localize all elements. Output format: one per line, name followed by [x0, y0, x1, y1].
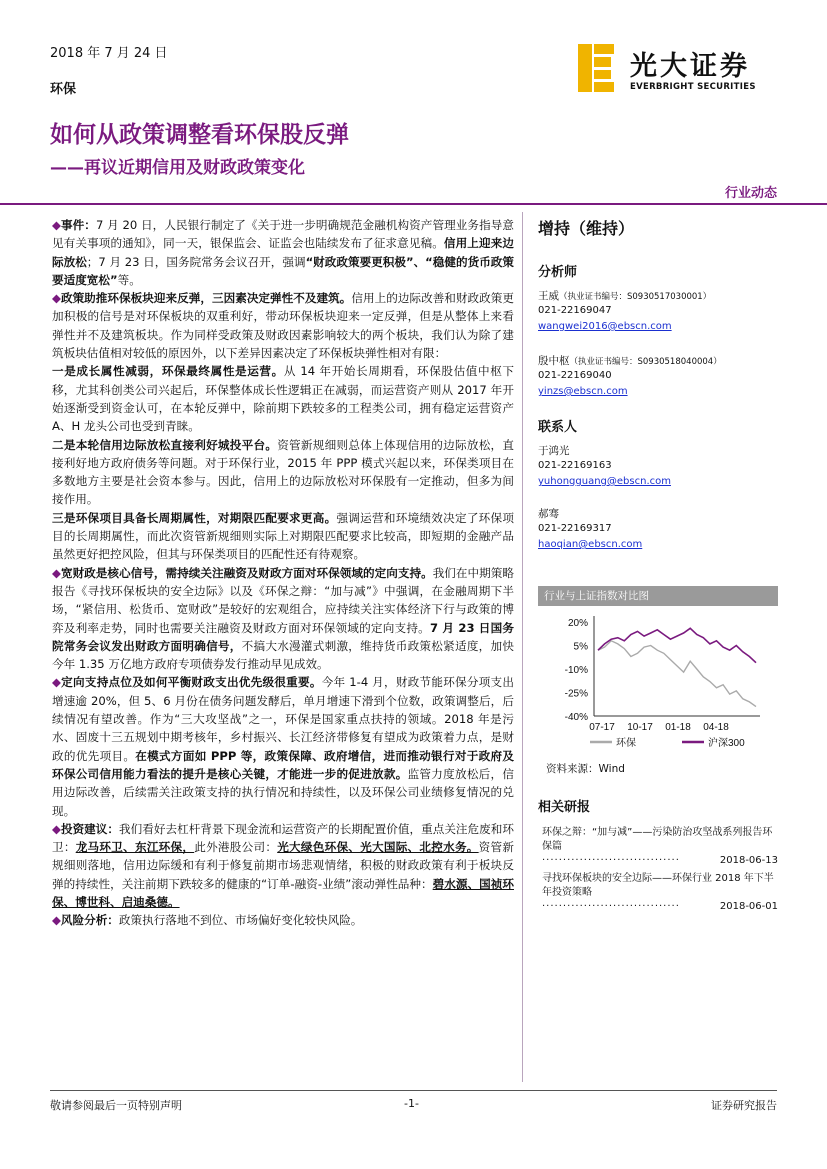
- paragraph-investment: ◆投资建议：我们看好去杠杆背景下现金流和运营资产的长期配置价值，重点关注危废和环卫：龙马环卫、东江环保，此外港股公司：光大绿色环保、光大国际、北控水务。资管新规细则落地，信用边际缓和有利于修复前期市场悲观情绪，积极的财政政策有利于板块反弹的持续性，关注前期下跌较多的健康的“订单-融资-业绩”滚动弹性品种：碧水源、国祯环保、博世科、启迪桑德。: [52, 821, 514, 909]
- report-subtitle: ——再议近期信用及财政政策变化: [50, 158, 305, 178]
- related-reports: [542, 826, 778, 914]
- analyst-name: 王威（执业证书编号：S0930517030001）: [538, 290, 712, 302]
- paragraph-factor-1: 一是成长属性减弱，环保最终属性是运营。从 14 年开始长周期看，环保股估值中枢下移，尤其科创类公司兴起后，环保整体成长性逻辑正在减弱，而运营资产则从 2017 年开始逐渐受到资金认可，在本轮反弹中，除前期下跌较多的工程类公司，拥有稳定运营资产 A、H 龙头公司也受到青睐。: [52, 364, 515, 434]
- related-heading: 相关研报: [538, 800, 591, 815]
- series-line-hs300: [598, 628, 756, 662]
- x-tick-label: 07-17: [589, 722, 615, 733]
- paragraph-event: ◆事件：7 月 20 日，人民银行制定了《关于进一步明确规范金融机构资产管理业务指导意见有关事项的通知》，同一天，银保监会、证监会也陆续发布了征求意见稿。信用上迎来边际放松；7 月 23 日，国务院常务会议召开，强调“财政政策要更积极”、“稳健的货币政策要适度宽松”等。: [52, 218, 514, 287]
- series-line-env: [598, 641, 756, 707]
- x-tick-label: 04-18: [703, 722, 729, 733]
- analyst-name: 殷中枢（执业证书编号：S0930518040004）: [538, 355, 722, 367]
- footer-report-type: 证券研究报告: [711, 1099, 777, 1112]
- contact-name: 郝骞: [538, 508, 559, 520]
- related-report-date-row: ································· 2018-06-01: [542, 901, 778, 912]
- related-report-date-row: ································· 2018-06-13: [542, 855, 778, 866]
- report-title: 如何从政策调整看环保股反弹: [50, 122, 349, 148]
- y-tick-label: -40%: [564, 712, 588, 723]
- legend-label: 沪深300: [708, 738, 745, 749]
- related-report-title[interactable]: 寻找环保板块的安全边际——环保行业 2018 年下半年投资策略: [542, 873, 774, 898]
- contact-email[interactable]: haoqian@ebscn.com: [538, 539, 643, 550]
- report-type: 行业动态: [724, 186, 777, 201]
- contact-phone: 021-22169317: [538, 523, 612, 534]
- paragraph-fiscal: ◆宽财政是核心信号，需持续关注融资及财政方面对环保领域的定向支持。我们在中期策略报告《寻找环保板块的安全边际》以及《环保之辩：“加与减”》中强调，在金融周期下半场，“紧信用、松货币、宽财政”是较好的宏观组合，应持续关注实体经济下行与政策的博弈及利率走势，同时也需要关注融资及财政方面对环保领域的定向支持。7 月 23 日国务院常务会议发出财政方面明确信号，不搞大水漫灌式刺激，维持货币政策松紧适度，加快今年 1.35 万亿地方政府专项债券发行推动早见成效。: [52, 565, 514, 672]
- related-report-title[interactable]: 环保之辩：“加与减”——污染防治攻坚战系列报告环保篇: [542, 827, 773, 852]
- related-report-date: 2018-06-01: [719, 901, 778, 912]
- page-number: -1-: [404, 1097, 419, 1110]
- diamond-bullet-icon: ◆: [52, 218, 61, 232]
- footer-disclaimer[interactable]: 敬请参阅最后一页特别声明: [50, 1099, 182, 1112]
- y-tick-label: -25%: [564, 688, 588, 700]
- company-logo: [578, 44, 778, 100]
- contact-phone: 021-22169163: [538, 460, 612, 471]
- y-tick-label: -10%: [564, 665, 588, 676]
- paragraph-rebound: ◆政策助推环保板块迎来反弹，三因素决定弹性不及建筑。信用上的边际改善和财政政策更加积极的信号是对环保板块的双重利好，带动环保板块迎来一定反弹，但是从整体上来看弹性并不及建筑板块。作为同样受政策及财政因素影响较大的两个板块，我们认为除了建筑板块估值相对较低的原因外，以下差异因素决定了环保板块弹性相对有限：: [52, 291, 514, 361]
- diamond-bullet-icon: ◆: [52, 291, 61, 306]
- paragraph-factor-3: 三是环保项目具备长周期属性，对期限匹配要求更高。强调运营和环境绩效决定了环保项目的长周期属性，而此次资管新规细则实际上对期限匹配要求比较高，即短期的金融产品虽然更好把控风险，但其与环保类项目的匹配性还有待观察。: [52, 510, 514, 562]
- chart-source: 资料来源：Wind: [546, 763, 625, 775]
- footer-divider: [50, 1090, 777, 1091]
- chart-plot: [538, 606, 778, 758]
- analyst-heading: 分析师: [538, 265, 578, 280]
- diamond-bullet-icon: ◆: [52, 913, 61, 928]
- sidebar: [538, 216, 778, 553]
- rating: 增持（维持）: [538, 219, 635, 238]
- logo-text-cn: 光大证券: [630, 51, 750, 82]
- diamond-bullet-icon: ◆: [52, 675, 62, 690]
- column-divider: [522, 212, 523, 1082]
- y-tick-label: 5%: [573, 641, 588, 653]
- analyst-phone: 021-22169047: [538, 305, 612, 316]
- x-tick-label: 10-17: [627, 722, 653, 733]
- contact-name: 于鸿光: [538, 445, 570, 457]
- x-tick-label: 01-18: [665, 722, 691, 733]
- paragraph-factor-2: 二是本轮信用边际放松直接利好城投平台。资管新规细则总体上体现信用的边际放松，直接利好地方政府债务等问题。对于环保行业，2015 年 PPP 模式兴起以来，环保类项目在多数地方主要是社会资本参与。因此，信用上的边际放松对环保股有一定推动，但多为间接作用。: [52, 437, 514, 507]
- diamond-bullet-icon: ◆: [52, 821, 61, 836]
- comparison-chart: [538, 586, 778, 778]
- diamond-bullet-icon: ◆: [52, 565, 61, 580]
- analyst-email[interactable]: wangwei2016@ebscn.com: [538, 321, 672, 332]
- logo-text-en: EVERBRIGHT SECURITIES: [630, 82, 756, 92]
- paragraph-support: ◆定向支持点位及如何平衡财政支出优先级很重要。今年 1-4 月，财政节能环保分项支出增速逾 20%，但 5、6 月份在债务问题发酵后，单月增速下滑到个位数，政策调整后，后续情况有望改善。作为“三大攻坚战”之一，环保是国家重点扶持的领域。2018 年是污水、固废十三五规划中期考核年，乡村振兴、长江经济带修复有望成为政策着力点，是财政的优先项目。在模式方面如 PPP 等，政策保障、政府增信，进而推动银行对于政府及环保公司信用能力看法的提升是核心关键，才能进一步的促进放款。监管力度放松后，信用边际改善，后续需关注政策支持的执行情况和持续性，以及环保公司业绩修复情况的兑现。: [52, 675, 514, 818]
- sector-label: 环保: [50, 82, 77, 97]
- logo-mark-icon: [578, 44, 614, 92]
- main-body: [52, 216, 514, 930]
- analyst-email[interactable]: yinzs@ebscn.com: [538, 386, 628, 397]
- y-tick-label: 20%: [567, 618, 588, 629]
- contact-heading: 联系人: [538, 420, 578, 435]
- header-divider: [0, 203, 827, 205]
- paragraph-risk: ◆风险分析：政策执行落地不到位、市场偏好变化较快风险。: [52, 913, 363, 928]
- legend-label: 环保: [616, 738, 636, 749]
- report-date: 2018 年 7 月 24 日: [50, 46, 168, 61]
- related-report-date: 2018-06-13: [719, 855, 778, 866]
- chart-title: 行业与上证指数对比图: [538, 586, 778, 606]
- contact-email[interactable]: yuhongguang@ebscn.com: [538, 476, 671, 487]
- analyst-phone: 021-22169040: [538, 370, 612, 381]
